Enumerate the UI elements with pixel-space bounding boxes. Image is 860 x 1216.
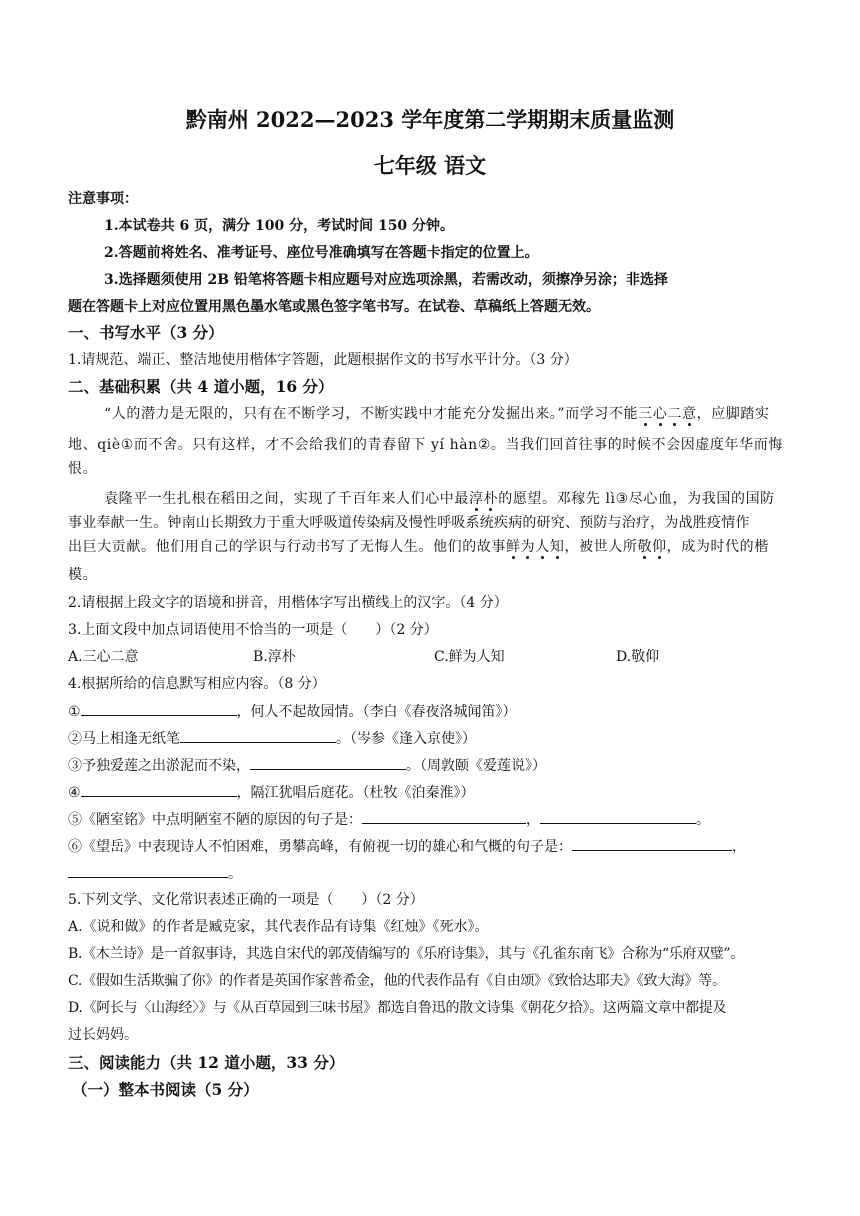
question-5-option-c: C.《假如生活欺骗了你》的作者是英国作家普希金，他的代表作品有《自由颂》《致恰达耶夫》《致大海》等。 [68,973,726,989]
passage-text: “人的潜力是无限的，只有在不断学习，不断实践中才能充分发掘出来。”而学习不能 [104,406,639,422]
recite-text: ⑥《望岳》中表现诗人不怕困难，勇攀高峰，有俯视一切的雄心和气概的句子是： [68,839,572,855]
blank-marker-2: ② [477,437,491,453]
recite-text: 。 [696,812,710,828]
passage1-line1 [104,403,828,425]
answer-blank[interactable] [250,754,406,770]
recite-1 [68,700,792,723]
notice-item-3-line1: 3.选择题须使用 2B 铅笔将答题卡相应题号对应选项涂黑，若需改动，须擦净另涂；非选择 [104,272,668,288]
passage2-line3 [68,536,792,558]
section3-heading: 三、阅读能力（共 12 道小题，33 分） [68,1053,345,1072]
recite-4 [68,781,792,804]
question-5-option-a: A.《说和做》的作者是臧克家，其代表作品有诗集《红烛》《死水》。 [68,919,489,935]
option-c: C.鲜为人知 [434,649,505,665]
recite-2 [68,727,792,750]
recite-6-cont [68,862,792,885]
option-a: A.三心二意 [68,649,139,665]
question-3: 3.上面文段中加点词语使用不恰当的一项是（ ）（2 分） [68,622,438,638]
pinyin-li: 的愿望。邓稼先 lì [498,491,616,507]
recite-text: ②马上相逢无纸笔 [68,731,180,747]
recite-text: ，何人不起故园情。（李白《春夜洛城闻笛》） [236,704,517,720]
passage1-line3: 恨。 [68,461,98,477]
notice-heading: 注意事项： [68,191,138,207]
recite-6 [68,835,792,858]
exam-subtitle: 七年级 语文 [373,153,487,178]
answer-blank[interactable] [180,727,336,743]
passage1-line2 [68,434,792,456]
question-1: 1.请规范、端正、整洁地使用楷体字答题，此题根据作文的书写水平计分。（3 分） [68,352,578,368]
recite-text: 。（岑参《逢入京使》） [336,731,476,747]
dotted-word-1 [638,406,696,422]
recite-text: 。 [228,866,242,882]
recite-5 [68,808,792,831]
passage-text: ，被世人所 [564,539,638,555]
emphasis-char: 人 [535,539,550,555]
pinyin-qie: 地、qiè [68,437,121,453]
answer-blank[interactable] [81,700,237,716]
passage2-line2: 事业奉献一生。钟南山长期致力于重大呼吸道传染病及慢性呼吸系统疾病的研究、预防与治疗，为战胜疫情作 [68,515,750,531]
notice-item-2: 2.答题前将姓名、准考证号、座位号准确填写在答题卡指定的位置上。 [104,245,539,261]
passage-text: ，成为时代的楷 [666,539,769,555]
passage2-line4: 模。 [68,567,98,583]
question-5-option-d-cont: 过长妈妈。 [68,1027,138,1043]
recite-text: ⑤《陋室铭》中点明陋室不陋的原因的句子是： [68,812,362,828]
option-d: D.敬仰 [616,649,660,665]
answer-blank[interactable] [81,781,237,797]
dotted-word-4 [637,539,666,555]
recite-text: ③予独爱莲之出淤泥而不染， [68,758,250,774]
question-2: 2.请根据上段文字的语境和拼音，用楷体字写出横线上的汉字。（4 分） [68,595,508,611]
exam-title: 黔南州 2022—2023 学年度第二学期期末质量监测 [185,107,675,132]
answer-blank[interactable] [540,808,696,824]
recite-3 [68,754,792,777]
emphasis-char: 为 [520,539,536,555]
section2-heading: 二、基础积累（共 4 道小题，16 分） [68,377,334,396]
emphasis-char: 三 [638,406,653,422]
passage-text: 袁隆平一生扎根在稻田之间，实现了千百年来人们心中最 [104,491,469,507]
recite-text: ， [526,812,540,828]
passage-text: 尽心血，为我国的国防 [628,491,775,507]
answer-blank[interactable] [362,808,526,824]
emphasis-char: 知 [549,539,565,555]
question-5-option-b: B.《木兰诗》是一首叙事诗，其选自宋代的郭茂倩编写的《乐府诗集》，其与《孔雀东南飞》合称为“乐府双璧”。 [68,946,744,962]
question-4: 4.根据所给的信息默写相应内容。（8 分） [68,676,326,692]
emphasis-char: 敬 [637,539,653,555]
dotted-word-3 [506,539,564,555]
recite-text: ， [732,839,746,855]
answer-blank[interactable] [572,835,732,851]
section1-heading: 一、书写水平（3 分） [68,323,224,342]
option-b: B.淳朴 [253,649,296,665]
dotted-word-2 [469,491,498,507]
question-5: 5.下列文学、文化常识表述正确的一项是（ ）（2 分） [68,892,424,908]
passage-text: ，应脚踏实 [696,406,770,422]
emphasis-char: 朴 [483,491,499,507]
recite-text: ，隔江犹唱后庭花。（杜牧《泊秦淮》） [236,785,475,801]
answer-blank[interactable] [68,862,228,878]
notice-item-3-line2: 题在答题卡上对应位置用黑色墨水笔或黑色签字笔书写。在试卷、草稿纸上答题无效。 [68,299,600,315]
blank-marker-1: ① [120,437,134,453]
recite-text: 。（周敦颐《爱莲说》） [406,758,546,774]
passage2-line1 [104,488,828,510]
recite-text: ① [68,704,81,720]
recite-text: ④ [68,785,81,801]
section3-subheading: （一）整本书阅读（5 分） [72,1080,259,1099]
passage-text: 。当我们回首往事的时候不会因虚度年华而悔 [490,437,783,453]
emphasis-char: 二 [667,406,682,422]
emphasis-char: 意 [681,406,697,422]
emphasis-char: 心 [652,406,668,422]
passage-text: 出巨大贡献。他们用自己的学识与行动书写了无悔人生。他们的故事 [68,539,506,555]
emphasis-char: 仰 [652,539,667,555]
blank-marker-3: ③ [615,491,629,507]
passage-text: 而不舍。只有这样，才不会给我们的青春留下 yí hàn [133,437,478,453]
emphasis-char: 鲜 [506,539,521,555]
notice-item-1: 1.本试卷共 6 页，满分 100 分，考试时间 150 分钟。 [104,218,455,234]
question-5-option-d: D.《阿长与〈山海经〉》与《从百草园到三味书屋》都选自鲁迅的散文诗集《朝花夕拾》。这两篇文章中都提及 [68,1000,727,1016]
emphasis-char: 淳 [469,491,484,507]
